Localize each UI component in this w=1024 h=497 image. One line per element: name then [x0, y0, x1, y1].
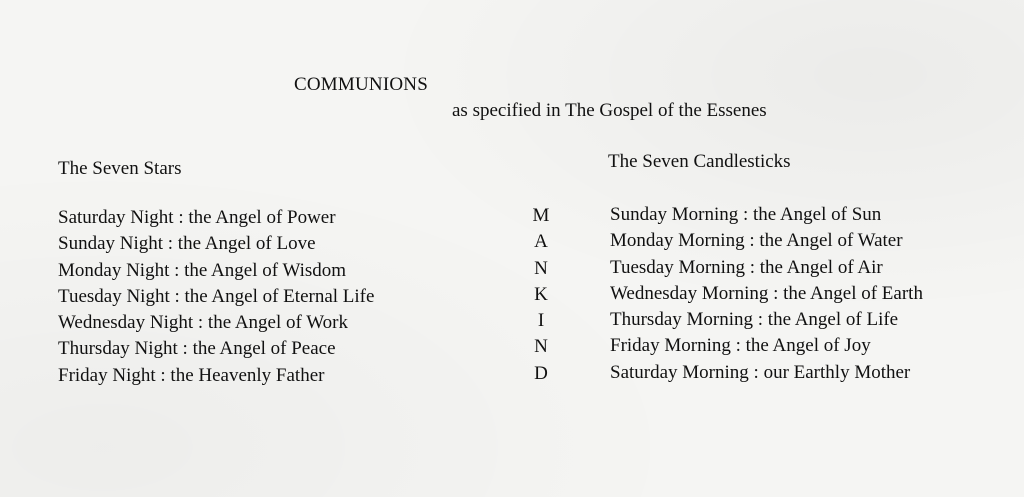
- list-item: Wednesday Morning : the Angel of Earth: [610, 282, 923, 304]
- list-item: Sunday Night : the Angel of Love: [58, 233, 316, 255]
- list-item: Saturday Morning : our Earthly Mother: [610, 361, 911, 383]
- list-item: Tuesday Night : the Angel of Eternal Life: [58, 285, 375, 307]
- document-subtitle: as specified in The Gospel of the Essenes: [452, 100, 767, 121]
- acrostic-letter: N: [534, 336, 548, 358]
- seven-candlesticks-heading: The Seven Candlesticks: [608, 151, 791, 172]
- acrostic-letter: I: [537, 310, 545, 332]
- list-item: Monday Morning : the Angel of Water: [610, 230, 903, 252]
- acrostic-letter: M: [532, 205, 550, 226]
- acrostic-letter: K: [534, 283, 548, 305]
- list-item: Sunday Morning : the Angel of Sun: [610, 204, 882, 225]
- acrostic-letter: D: [534, 362, 548, 384]
- seven-stars-heading: The Seven Stars: [58, 158, 182, 179]
- list-item: Thursday Night : the Angel of Peace: [58, 338, 336, 360]
- mankind-acrostic: [529, 203, 553, 387]
- list-item: Friday Night : the Heavenly Father: [58, 364, 325, 386]
- list-item: Monday Night : the Angel of Wisdom: [58, 259, 347, 281]
- seven-stars-list: [58, 205, 374, 389]
- seven-candlesticks-list: [610, 202, 923, 386]
- list-item: Saturday Night : the Angel of Power: [58, 207, 336, 228]
- list-item: Friday Morning : the Angel of Joy: [610, 335, 871, 357]
- acrostic-letter: N: [534, 257, 548, 279]
- list-item: Thursday Morning : the Angel of Life: [610, 309, 899, 331]
- list-item: Tuesday Morning : the Angel of Air: [610, 256, 883, 278]
- document-title: COMMUNIONS: [294, 74, 428, 95]
- acrostic-letter: A: [534, 231, 548, 253]
- list-item: Wednesday Night : the Angel of Work: [58, 312, 348, 334]
